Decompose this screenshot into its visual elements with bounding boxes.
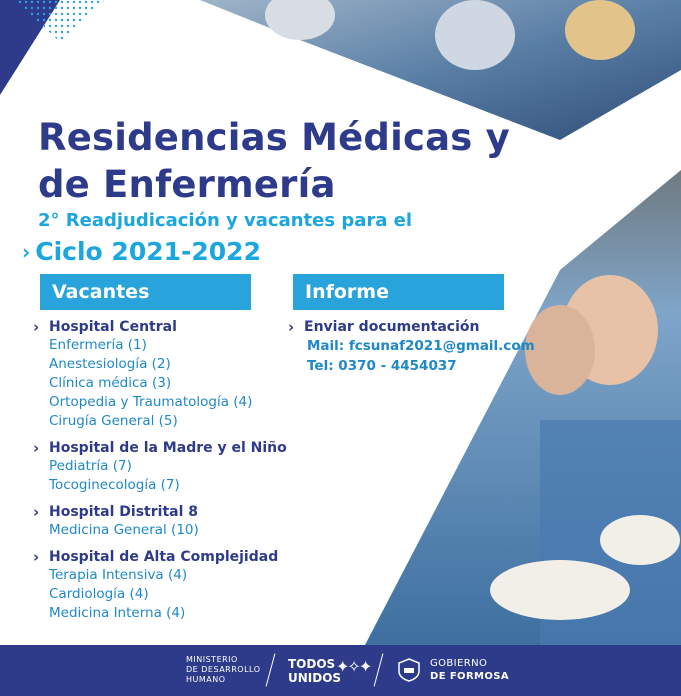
- informe-heading: Informe: [293, 274, 504, 310]
- shield-icon: [398, 658, 420, 682]
- hospital-name: Hospital de la Madre y el Niño: [49, 440, 287, 456]
- chevron-right-icon: ›: [288, 318, 295, 336]
- chevron-right-icon: ›: [22, 239, 31, 264]
- vacancy-item: Anestesiología (2): [49, 356, 171, 372]
- chevron-right-icon: ›: [33, 439, 40, 457]
- hospital-name: Hospital Distrital 8: [49, 504, 199, 520]
- divider: [374, 653, 384, 686]
- vacancy-item: Medicina General (10): [49, 522, 199, 538]
- vacancy-item: Tocoginecología (7): [49, 477, 180, 493]
- hospital-name: Hospital de Alta Complejidad: [49, 549, 279, 565]
- vacancy-item: Clínica médica (3): [49, 375, 172, 391]
- page-title: [38, 114, 510, 208]
- cycle-row: [22, 237, 261, 266]
- vacancy-item: Cirugía General (5): [49, 413, 178, 429]
- vacancy-item: Ortopedia y Traumatología (4): [49, 394, 253, 410]
- informe-action: Enviar documentación: [304, 319, 480, 335]
- hospital-group: [33, 318, 287, 431]
- gobierno-logo: GOBIERNO DE FORMOSA: [430, 658, 510, 682]
- hospital-group: [33, 503, 287, 540]
- vacancy-item: Terapia Intensiva (4): [49, 567, 188, 583]
- footer: [0, 645, 681, 696]
- title-line-2: de Enfermería: [38, 163, 336, 206]
- ministerio-logo: MINISTERIO DE DESARROLLO HUMANO: [186, 655, 261, 684]
- hospital-group: [33, 439, 287, 495]
- chevron-right-icon: ›: [33, 548, 40, 566]
- title-line-1: Residencias Médicas y: [38, 116, 510, 159]
- subtitle: 2° Readjudicación y vacantes para el: [38, 210, 413, 231]
- contact-tel[interactable]: Tel: 0370 - 4454037: [307, 358, 457, 374]
- divider: [266, 653, 276, 686]
- vacancy-item: Medicina Interna (4): [49, 605, 186, 621]
- todos-unidos-logo: TODOS UNIDOS: [288, 657, 342, 685]
- vacancy-item: Enfermería (1): [49, 337, 147, 353]
- vacancy-item: Cardiología (4): [49, 586, 149, 602]
- hospital-name: Hospital Central: [49, 319, 177, 335]
- vacantes-list: [33, 318, 287, 631]
- chevron-right-icon: ›: [33, 318, 40, 336]
- cycle-label: Ciclo 2021-2022: [35, 237, 261, 266]
- contact-mail[interactable]: Mail: fcsunaf2021@gmail.com: [307, 338, 535, 354]
- informe-list: [288, 318, 535, 376]
- vacantes-heading: Vacantes: [40, 274, 251, 310]
- stars-icon: ✦✧✦: [336, 657, 371, 676]
- vacancy-item: Pediatría (7): [49, 458, 132, 474]
- chevron-right-icon: ›: [33, 503, 40, 521]
- hospital-group: [33, 548, 287, 623]
